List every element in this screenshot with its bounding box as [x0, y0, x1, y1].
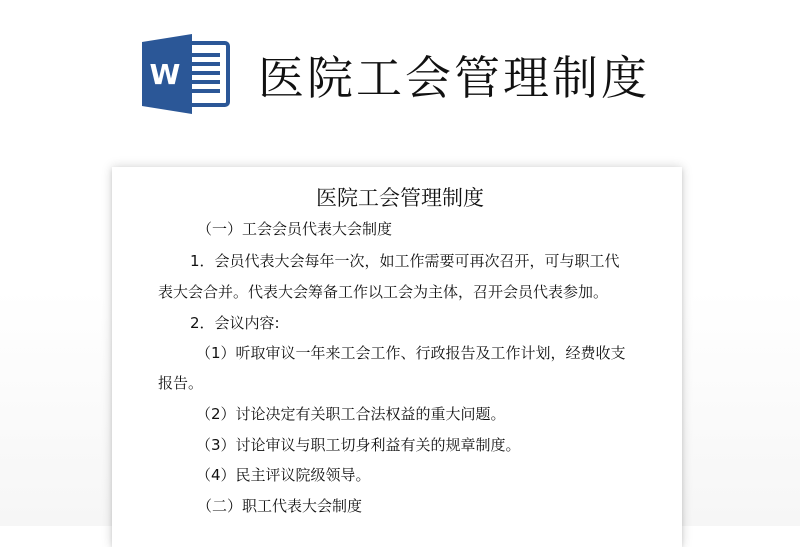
document-title: 医院工会管理制度 [316, 186, 484, 210]
paragraph-line: 2．会议内容: [190, 314, 280, 332]
word-document-icon [140, 34, 232, 114]
paragraph-line: （2）讨论决定有关职工合法权益的重大问题。 [196, 405, 506, 423]
paragraph-line: （4）民主评议院级领导。 [196, 466, 371, 484]
svg-text:W: W [149, 58, 181, 91]
paragraph-line: 1．会员代表大会每年一次，如工作需要可再次召开，可与职工代 [190, 252, 620, 270]
section-heading-1: （一）工会会员代表大会制度 [197, 220, 393, 238]
paragraph-line: 报告。 [158, 374, 204, 392]
header-banner [0, 0, 800, 150]
paragraph-line: 表大会合并。代表大会筹备工作以工会为主体，召开会员代表参加。 [158, 283, 609, 301]
paragraph-line: （3）讨论审议与职工切身利益有关的规章制度。 [196, 436, 521, 454]
paragraph-line: （1）听取审议一年来工会工作、行政报告及工作计划，经费收支 [196, 344, 626, 362]
page-title: 医院工会管理制度 [258, 51, 650, 105]
section-heading-2: （二）职工代表大会制度 [197, 497, 363, 515]
